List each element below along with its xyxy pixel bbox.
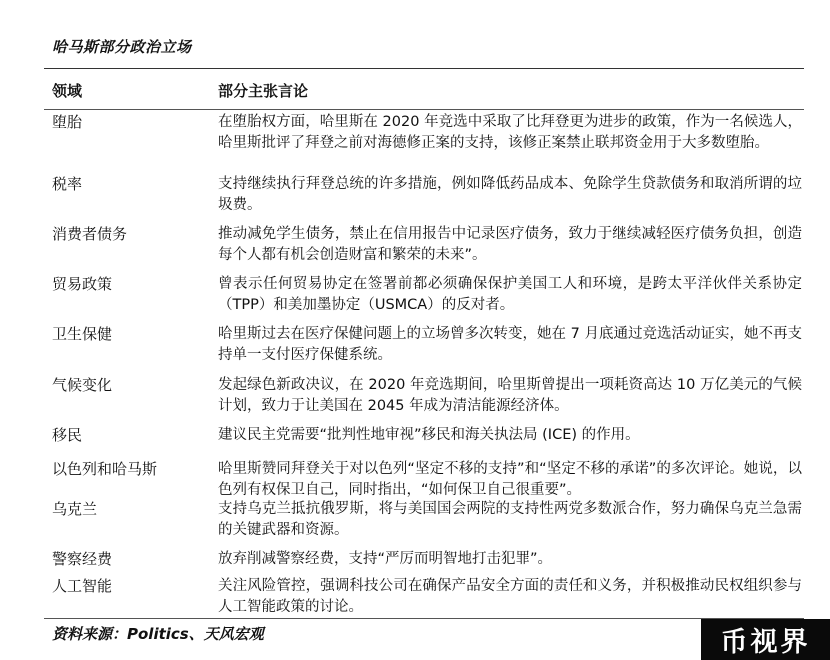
stance-cell: 推动减免学生债务，禁止在信用报告中记录医疗债务，致力于继续减轻医疗债务负担，创造每个人都有机会创造财富和繁荣的未来”。: [218, 226, 802, 263]
stance-cell: 支持继续执行拜登总统的许多措施，例如降低药品成本、免除学生贷款债务和取消所谓的垃圾费。: [218, 176, 802, 213]
domain-cell: 人工智能: [52, 577, 113, 595]
stance-cell: 建议民主党需要“批判性地审视”移民和海关执法局 (ICE) 的作用。: [218, 427, 640, 443]
domain-cell: 贸易政策: [52, 275, 113, 293]
table-caption: 哈马斯部分政治立场: [52, 38, 192, 56]
stance-cell: 支持乌克兰抵抗俄罗斯，将与美国国会两院的支持性两党多数派合作，努力确保乌克兰急需的关键武器和资源。: [218, 501, 802, 538]
domain-cell: 移民: [52, 426, 83, 444]
source-note: 资料来源：Politics、天风宏观: [52, 625, 264, 643]
stance-cell: 关注风险管控，强调科技公司在确保产品安全方面的责任和义务，并积极推动民权组织参与人工智能政策的讨论。: [218, 578, 802, 615]
header-stance: 部分主张言论: [218, 82, 309, 100]
stance-cell: 放弃削减警察经费，支持“严厉而明智地打击犯罪”。: [218, 551, 553, 567]
header-domain: 领域: [52, 82, 83, 100]
watermark-logo: 币视界: [701, 619, 830, 660]
domain-cell: 以色列和哈马斯: [52, 460, 158, 478]
stance-cell: 哈里斯赞同拜登关于对以色列“坚定不移的支持”和“坚定不移的承诺”的多次评论。她说，以色列有权保卫自己，同时指出，“如何保卫自己很重要”。: [218, 461, 802, 498]
top-rule: [44, 68, 804, 69]
stance-cell: 在堕胎权方面，哈里斯在 2020 年竞选中采取了比拜登更为进步的政策，作为一名候选人，哈里斯批评了拜登之前对海德修正案的支持，该修正案禁止联邦资金用于大多数堕胎。: [218, 114, 802, 151]
domain-cell: 税率: [52, 175, 83, 193]
header-rule: [44, 109, 804, 110]
domain-cell: 乌克兰: [52, 500, 98, 518]
domain-cell: 堕胎: [52, 113, 83, 131]
domain-cell: 消费者债务: [52, 225, 128, 243]
stance-cell: 曾表示任何贸易协定在签署前都必须确保保护美国工人和环境，是跨太平洋伙伴关系协定（TPP）和美加墨协定（USMCA）的反对者。: [218, 276, 802, 313]
domain-cell: 气候变化: [52, 376, 113, 394]
domain-cell: 警察经费: [52, 550, 113, 568]
stance-cell: 哈里斯过去在医疗保健问题上的立场曾多次转变，她在 7 月底通过竞选活动证实，她不再支持单一支付医疗保健系统。: [218, 326, 802, 363]
bottom-rule: [44, 618, 804, 619]
stance-cell: 发起绿色新政决议，在 2020 年竞选期间，哈里斯曾提出一项耗资高达 10 万亿美元的气候计划，致力于让美国在 2045 年成为清洁能源经济体。: [218, 377, 802, 414]
domain-cell: 卫生保健: [52, 325, 113, 343]
